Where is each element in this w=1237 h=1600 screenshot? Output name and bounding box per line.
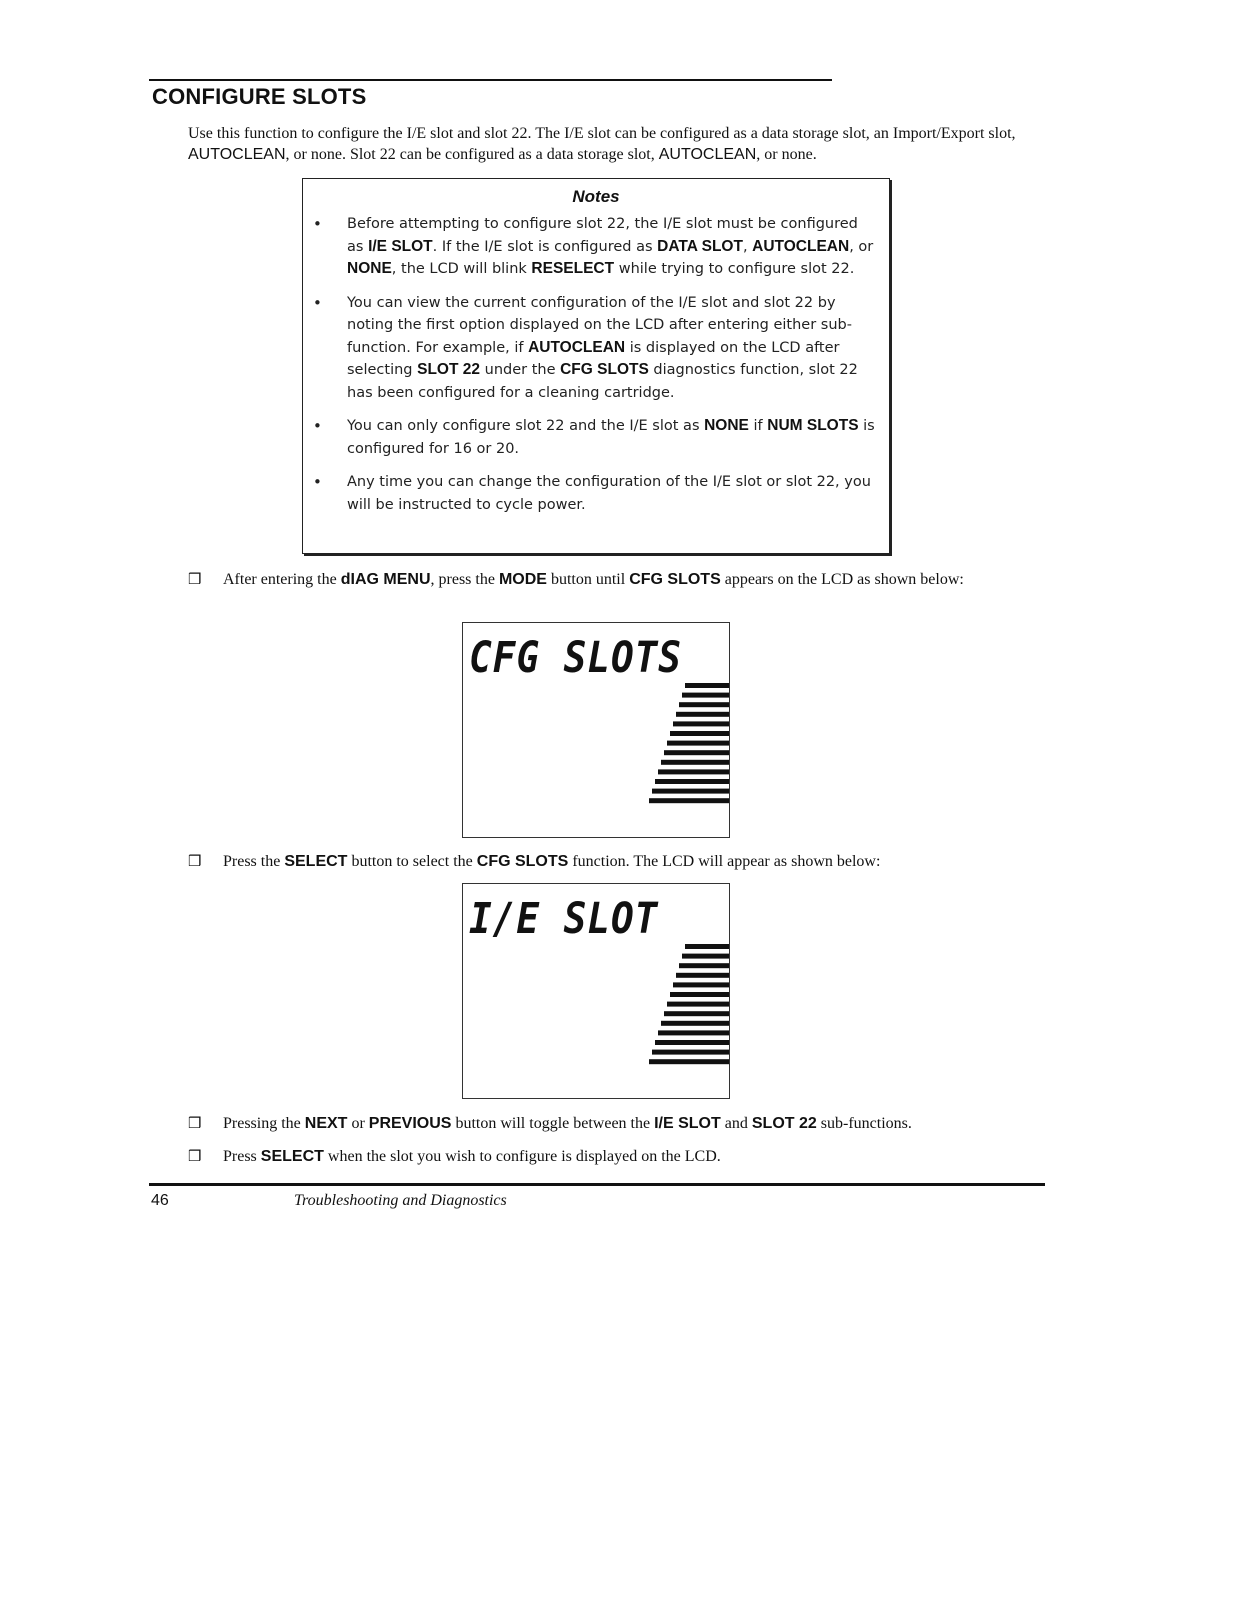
lcd-level-bar [661,760,729,765]
intro-paragraph: Use this function to configure the I/E slot and slot 22. The I/E slot can be configured as a data storage slot, an Import/Export slot, AUTOCLEAN, or none. Slot 22 can be configured as a data storage slot, AUTOCLEAN, or none. [188,125,1016,163]
lcd-level-bar [658,1030,729,1035]
lcd-level-bar [652,1050,729,1055]
lcd-level-bar [667,741,729,746]
top-rule [149,79,832,81]
lcd-level-bar [673,721,729,726]
lcd-display [462,622,730,838]
lcd-level-bar [685,944,729,949]
lcd-level-bar [649,798,729,803]
notes-box [302,178,890,554]
bullet-icon: • [313,293,322,312]
step-item: ❒ Pressing the NEXT or PREVIOUS button will toggle between the I/E SLOT and SLOT 22 sub-functions. [188,1114,912,1132]
lcd-level-bar [670,731,729,736]
lcd-level-bar [658,769,729,774]
lcd-level-bar [676,973,729,978]
notes-title: Notes [572,187,620,206]
step-item: ❒ After entering the dIAG MENU, press the MODE button until CFG SLOTS appears on the LCD as shown below: [188,570,964,588]
lcd-level-bar [649,1059,729,1064]
checkbox-icon: ❒ [188,1114,202,1132]
lcd-display [462,883,730,1099]
lcd-level-bar [673,982,729,987]
lcd-level-bar [676,712,729,717]
lcd-level-bar [652,789,729,794]
lcd-level-bars [463,884,729,1098]
checkbox-icon: ❒ [188,852,202,870]
bullet-icon: • [313,417,322,435]
note-item: • You can view the current configuration of the I/E slot and slot 22 by noting the first option displayed on the LCD after entering either sub-function. For example, if AUTOCLEAN is displayed on the LCD after selecting SLOT 22 under the CFG SLOTS diagnostics function, slot 22 has been configured for a cleaning cartridge. [313,293,858,401]
note-item: • Before attempting to configure slot 22, the I/E slot must be configured as I/E SLOT. If the I/E slot is configured as DATA SLOT, AUTOCLEAN, or NONE, the LCD will blink RESELECT while trying to configure slot 22. [313,215,874,277]
lcd-level-bar [670,992,729,997]
note-item: • You can only configure slot 22 and the I/E slot as NONE if NUM SLOTS is configured for 16 or 20. [313,417,875,457]
lcd-level-bar [661,1021,729,1026]
step-item: ❒ Press SELECT when the slot you wish to configure is displayed on the LCD. [188,1147,721,1165]
keyword: AUTOCLEAN [658,146,757,163]
lcd-level-bar [655,1040,729,1045]
lcd-level-bars [463,623,729,837]
bullet-icon: • [313,215,322,233]
footer-section-title: Troubleshooting and Diagnostics [294,1192,507,1209]
checkbox-icon: ❒ [188,1147,202,1165]
page-number: 46 [151,1192,169,1209]
lcd-level-bar [685,683,729,688]
step-item: ❒ Press the SELECT button to select the CFG SLOTS function. The LCD will appear as shown below: [188,852,881,870]
lcd-text: I/E SLOT [469,894,659,944]
keyword: AUTOCLEAN [188,146,286,163]
lcd-text: CFG SLOTS [469,633,682,683]
lcd-level-bar [679,963,729,968]
bullet-icon: • [313,473,322,491]
footer-rule [149,1183,1045,1186]
lcd-level-bar [664,750,729,755]
lcd-level-bar [664,1011,729,1016]
section-heading: CONFIGURE SLOTS [152,84,367,109]
lcd-level-bar [682,954,729,959]
lcd-level-bar [667,1002,729,1007]
lcd-level-bar [655,779,729,784]
checkbox-icon: ❒ [188,570,202,588]
notes-list [303,213,889,516]
lcd-level-bar [682,693,729,698]
lcd-level-bar [679,702,729,707]
note-item: • Any time you can change the configuration of the I/E slot or slot 22, you will be instructed to cycle power. [313,473,871,513]
